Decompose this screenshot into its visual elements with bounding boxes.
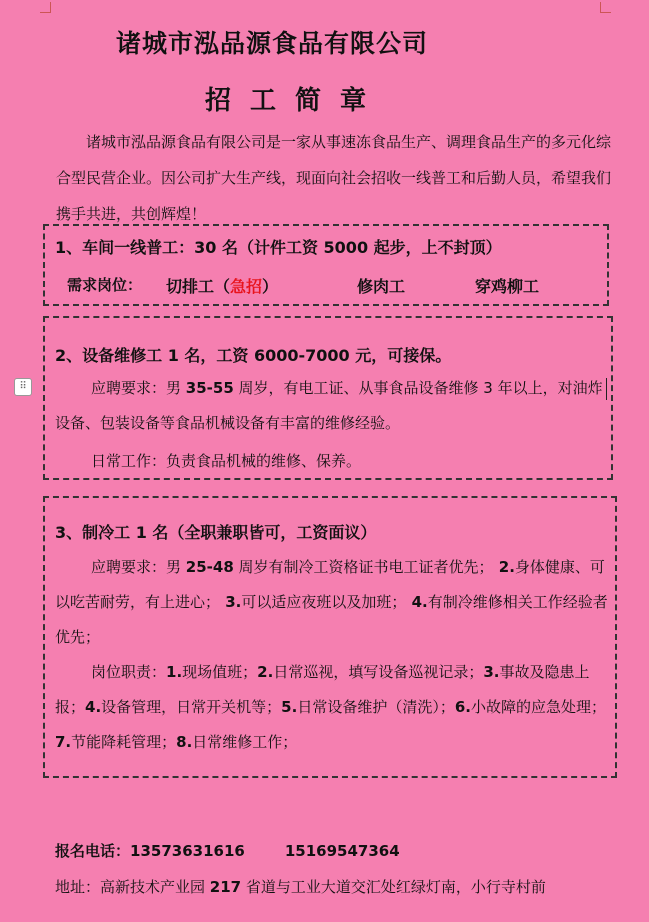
phone-2[interactable]: 15169547364 [284, 842, 400, 860]
contact-address: 地址：高新技术产业园 217 省道与工业大道交汇处红绿灯南，小行寺村前 [55, 878, 546, 896]
job3-requirements: 应聘要求：男 25-48 周岁有制冷工资格证书电工证者优先； 2.身体健康、可以吃苦耐劳，有上进心； 3.可以适应夜班以及加班； 4.有制冷维修相关工作经验者优先； [55, 558, 608, 646]
job1-post-cutting: 切排工（急招） [166, 277, 279, 296]
job3-heading: 3、制冷工 1 名（全职兼职皆可，工资面议） [55, 523, 377, 542]
company-title: 诸城市泓品源食品有限公司 [116, 29, 429, 58]
job2-duty: 日常工作：负责食品机械的维修、保养。 [91, 452, 362, 470]
intro-paragraph: 诸城市泓品源食品有限公司是一家从事速冻食品生产、调理食品生产的多元化综合型民营企业。因公司扩大生产线，现面向社会招收一线普工和后勤人员，希望我们携手共进，共创辉煌！ [56, 133, 612, 223]
job2-heading: 2、设备维修工 1 名，工资 6000-7000 元，可接保。 [55, 346, 452, 365]
job1-post-trimming: 修肉工 [357, 277, 406, 296]
contact-phone: 报名电话：13573631616 15169547364 [55, 842, 400, 860]
job1-heading: 1、车间一线普工：30 名（计件工资 5000 起步，上不封顶） [55, 238, 502, 257]
job2-box [43, 316, 613, 480]
job1-box [43, 224, 609, 306]
recruitment-subtitle: 招工简章 [205, 86, 386, 116]
crop-mark-top-right [600, 2, 611, 13]
job1-posts-label: 需求岗位： [67, 276, 143, 294]
urgent-badge: 急招 [230, 277, 263, 296]
job2-requirements: 应聘要求：男 35-55 周岁，有电工证、从事食品设备维修 3 年以上，对油炸设备、包装设备等食品机械设备有丰富的维修经验。 [55, 379, 603, 432]
text-cursor [606, 378, 607, 400]
drag-handle-icon[interactable]: ⠿ [14, 378, 32, 396]
phone-1[interactable]: 13573631616 [130, 842, 245, 860]
crop-mark-top-left [40, 2, 51, 13]
job3-duties: 岗位职责：1.现场值班；2.日常巡视，填写设备巡视记录；3.事故及隐患上报；4.设备管理，日常开关机等；5.日常设备维护（清洗）；6.小故障的应急处理；7.节能降耗管理；8.日常维修工作； [55, 663, 606, 751]
job1-post-chicken: 穿鸡柳工 [475, 277, 540, 296]
job3-box [43, 496, 617, 778]
